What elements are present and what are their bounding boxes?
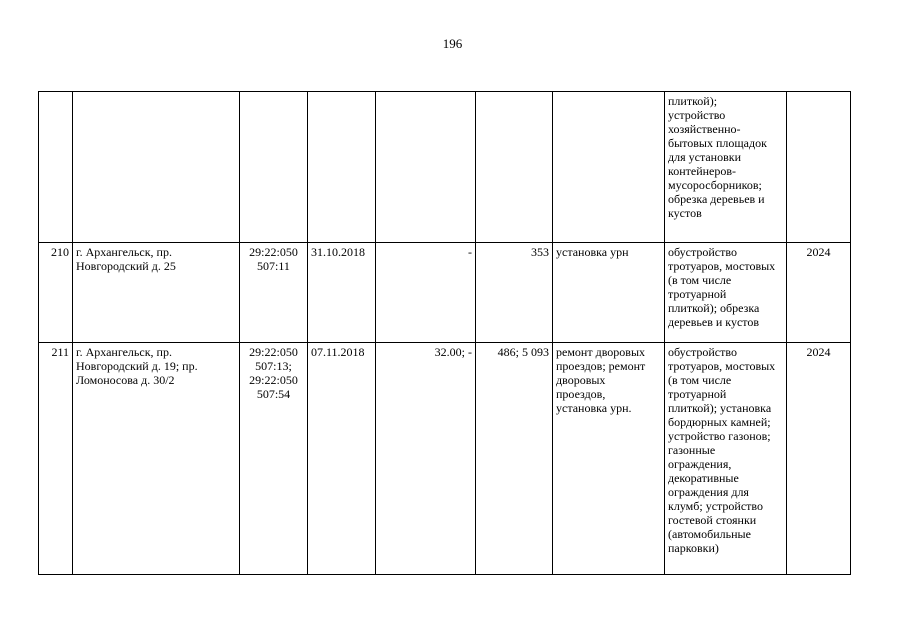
cell-number: [39, 92, 73, 243]
cell-address: [73, 343, 240, 575]
cell-additional-works-line: бытовых площадок: [668, 136, 767, 150]
cell-minimum-works: [553, 243, 665, 343]
cell-additional-works-line: тротуаров, мостовых: [668, 359, 776, 373]
cell-additional-works-line: гостевой стоянки: [668, 513, 757, 527]
cell-date: [308, 92, 376, 243]
cell-additional-works: [665, 92, 787, 243]
cell-additional-works: [665, 243, 787, 343]
cell-cadastral-number-line: 507:54: [256, 387, 291, 401]
cell-additional-works-line: мусоросборников;: [668, 178, 762, 192]
cell-additional-works-line: устройство газонов;: [668, 429, 771, 443]
cell-additional-works-line: обрезка деревьев и: [668, 192, 765, 206]
cell-cadastral-number: [240, 92, 308, 243]
cell-additional-works-line: деревьев и кустов: [668, 315, 760, 329]
cell-area: -: [376, 243, 476, 343]
cell-additional-works-line: (в том числе: [668, 373, 732, 387]
page-number: 196: [442, 36, 463, 51]
cell-address-line: Новгородский д. 25: [76, 259, 176, 273]
cell-minimum-works-line: дворовых: [556, 373, 606, 387]
cell-cadastral-number: [240, 243, 308, 343]
cell-year: [787, 92, 851, 243]
cell-date: 31.10.2018: [308, 243, 376, 343]
cell-minimum-works: [553, 343, 665, 575]
cell-additional-works-line: парковки): [668, 541, 719, 555]
cell-minimum-works-line: проездов,: [556, 387, 606, 401]
cell-additional-works-line: клумб; устройство: [668, 499, 763, 513]
cell-area: 32.00; -: [376, 343, 476, 575]
cell-additional-works-line: декоративные: [668, 471, 739, 485]
cell-additional-works-line: плиткой);: [668, 94, 718, 108]
cell-additional-works-line: газонные: [668, 443, 716, 457]
table-row: [39, 92, 851, 243]
cell-additional-works-line: бордюрных камней;: [668, 415, 771, 429]
cell-area: [376, 92, 476, 243]
cell-address: [73, 243, 240, 343]
cell-additional-works-line: устройство: [668, 108, 726, 122]
cell-address-line: г. Архангельск, пр.: [76, 245, 172, 259]
cell-additional-works-line: тротуаров, мостовых: [668, 259, 776, 273]
cell-additional-works-line: обустройство: [668, 345, 737, 359]
cell-count: 353: [476, 243, 553, 343]
cell-address: [73, 92, 240, 243]
cell-address-line: Новгородский д. 19; пр.: [76, 359, 198, 373]
cell-address-line: г. Архангельск, пр.: [76, 345, 172, 359]
cell-minimum-works: [553, 92, 665, 243]
cell-cadastral-number-line: 507:11: [257, 259, 290, 273]
cell-additional-works-line: хозяйственно-: [668, 122, 741, 136]
cell-additional-works-line: (автомобильные: [668, 527, 751, 541]
cell-additional-works-line: кустов: [668, 206, 702, 220]
cell-additional-works-line: (в том числе: [668, 273, 732, 287]
cell-cadastral-number-line: 507:13;: [255, 359, 292, 373]
cell-cadastral-number: [240, 343, 308, 575]
cell-count: 486; 5 093: [476, 343, 553, 575]
cell-additional-works: [665, 343, 787, 575]
cell-additional-works-line: тротуарной: [668, 287, 727, 301]
cell-cadastral-number-line: 29:22:050: [249, 245, 298, 259]
cell-count: [476, 92, 553, 243]
cell-minimum-works-line: установка урн: [556, 245, 629, 259]
cell-cadastral-number-line: 29:22:050: [249, 345, 298, 359]
cell-year: 2024: [787, 243, 851, 343]
cell-additional-works-line: плиткой); обрезка: [668, 301, 760, 315]
cell-address-line: Ломоносова д. 30/2: [76, 373, 175, 387]
table-row: [39, 343, 851, 575]
cell-additional-works-line: обустройство: [668, 245, 737, 259]
registry-table: [38, 91, 851, 575]
cell-additional-works-line: тротуарной: [668, 387, 727, 401]
cell-number: 210: [39, 243, 73, 343]
cell-minimum-works-line: ремонт дворовых: [556, 345, 646, 359]
cell-additional-works-line: плиткой); установка: [668, 401, 772, 415]
cell-minimum-works-line: установка урн.: [556, 401, 632, 415]
cell-additional-works-line: ограждения,: [668, 457, 732, 471]
cell-additional-works-line: для установки: [668, 150, 741, 164]
cell-date: 07.11.2018: [308, 343, 376, 575]
cell-number: 211: [39, 343, 73, 575]
table-row: [39, 243, 851, 343]
cell-additional-works-line: ограждения для: [668, 485, 749, 499]
cell-cadastral-number-line: 29:22:050: [249, 373, 298, 387]
cell-year: 2024: [787, 343, 851, 575]
cell-minimum-works-line: проездов; ремонт: [556, 359, 646, 373]
cell-additional-works-line: контейнеров-: [668, 164, 737, 178]
